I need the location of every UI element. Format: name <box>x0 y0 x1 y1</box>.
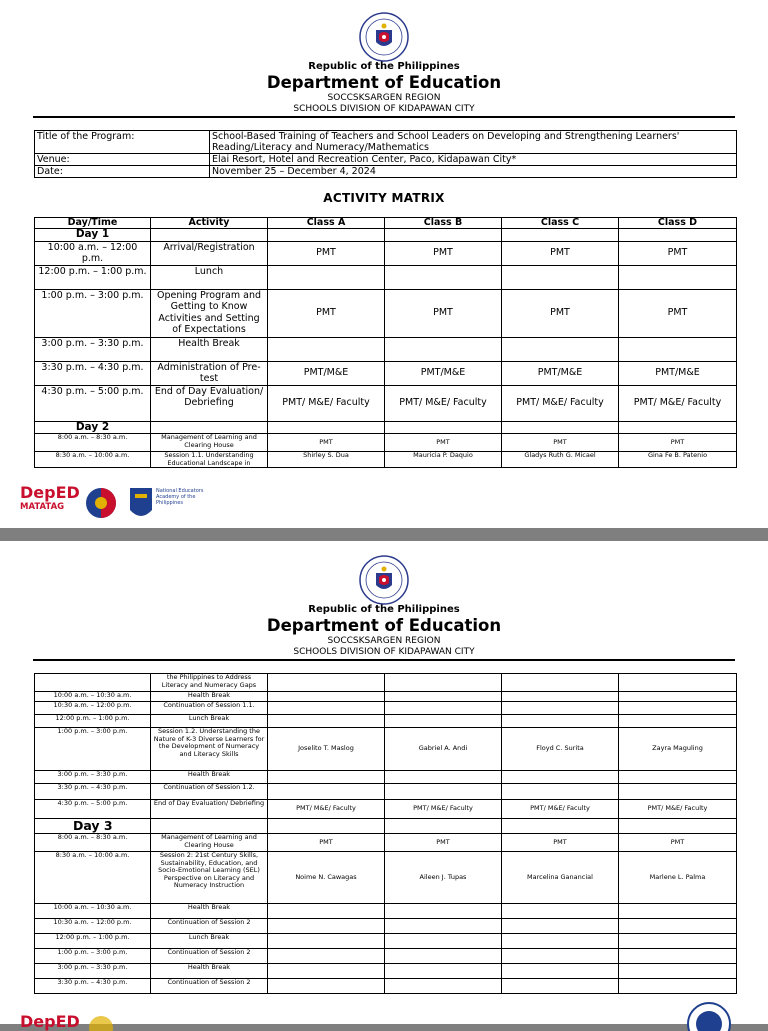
division-text: SCHOOLS DIVISION OF KIDAPAWAN CITY <box>293 104 475 114</box>
class-c-cell: PMT <box>502 834 619 852</box>
time-cell: 12:00 p.m. – 1:00 p.m. <box>35 715 151 728</box>
table-row <box>35 241 737 265</box>
activity-cell: Continuation of Session 1.2. <box>151 784 268 800</box>
class-a-cell: PMT/ M&E/ Faculty <box>268 800 385 819</box>
day-row <box>35 229 737 242</box>
table-row <box>35 674 737 692</box>
activity-cell: the Philippines to Address Literacy and Numeracy Gaps <box>151 674 268 692</box>
class-d-cell: PMT <box>619 241 737 265</box>
department-title: Department of Education <box>266 616 502 635</box>
table-row <box>35 800 737 819</box>
class-a-cell: PMT <box>268 434 385 452</box>
document-page-2 <box>0 541 768 1031</box>
class-b-cell: Gabriel A. Andi <box>385 728 502 771</box>
time-cell: 1:00 p.m. – 3:00 p.m. <box>35 949 151 964</box>
class-b-cell: PMT <box>385 289 502 337</box>
venue-row <box>35 154 737 166</box>
activity-cell: Lunch <box>151 265 268 289</box>
class-c-cell: Marcelina Ganancial <box>502 852 619 904</box>
col-header-class-b: Class B <box>385 218 502 229</box>
time-cell: 10:30 a.m. – 12:00 p.m. <box>35 702 151 715</box>
class-c-cell: PMT/ M&E/ Faculty <box>502 385 619 421</box>
time-cell: 10:00 a.m. – 12:00 p.m. <box>35 241 151 265</box>
activity-cell: Health Break <box>151 692 268 702</box>
class-a-cell: PMT/M&E <box>268 361 385 385</box>
deped-seal-icon <box>359 555 409 605</box>
table-row <box>35 702 737 715</box>
activity-matrix-table-page-2 <box>34 673 737 994</box>
activity-cell: Continuation of Session 2 <box>151 949 268 964</box>
activity-cell: Lunch Break <box>151 715 268 728</box>
time-cell: 1:00 p.m. – 3:00 p.m. <box>35 728 151 771</box>
time-cell: 4:30 p.m. – 5:00 p.m. <box>35 385 151 421</box>
activity-cell: Arrival/Registration <box>151 241 268 265</box>
program-title-label: Title of the Program: <box>35 131 210 154</box>
class-d-cell: Marlene L. Palma <box>619 852 737 904</box>
day-3-label: Day 3 <box>35 819 151 834</box>
class-c-cell: PMT <box>502 241 619 265</box>
class-b-cell: Mauricia P. Daquio <box>385 452 502 468</box>
class-b-cell: PMT/ M&E/ Faculty <box>385 800 502 819</box>
table-row <box>35 715 737 728</box>
table-row <box>35 834 737 852</box>
col-header-activity: Activity <box>151 218 268 229</box>
table-row <box>35 979 737 994</box>
deped-logo-text: DepED <box>20 483 80 502</box>
col-header-class-a: Class A <box>268 218 385 229</box>
republic-text: Republic of the Philippines <box>308 61 460 72</box>
activity-cell: Management of Learning and Clearing House <box>151 834 268 852</box>
activity-cell: End of Day Evaluation/ Debriefing <box>151 800 268 819</box>
time-cell: 3:00 p.m. – 3:30 p.m. <box>35 337 151 361</box>
activity-cell: Session 2: 21st Century Skills, Sustainability, Education, and Socio-Emotional Learning (SEL) Perspective on Literacy and Numeracy Instruction <box>151 852 268 904</box>
deped-logo-text: DepED <box>20 1012 80 1031</box>
class-c-cell <box>502 265 619 289</box>
table-row <box>35 337 737 361</box>
activity-matrix-title: ACTIVITY MATRIX <box>323 191 445 205</box>
table-row <box>35 452 737 468</box>
deped-seal-icon <box>359 12 409 62</box>
class-b-cell: PMT <box>385 434 502 452</box>
col-header-class-c: Class C <box>502 218 619 229</box>
time-cell: 10:00 a.m. – 10:30 a.m. <box>35 904 151 919</box>
activity-cell: Continuation of Session 1.1. <box>151 702 268 715</box>
activity-cell: End of Day Evaluation/ Debriefing <box>151 385 268 421</box>
date-label: Date: <box>35 166 210 178</box>
table-row <box>35 771 737 784</box>
class-d-cell: Zayra Maguling <box>619 728 737 771</box>
activity-cell: Lunch Break <box>151 934 268 949</box>
activity-cell: Administration of Pre-test <box>151 361 268 385</box>
activity-cell: Health Break <box>151 904 268 919</box>
class-b-cell: PMT/M&E <box>385 361 502 385</box>
activity-cell: Health Break <box>151 964 268 979</box>
activity-cell: Health Break <box>151 771 268 784</box>
neap-logo-text: National Educators Academy of the Philippines <box>156 488 204 506</box>
time-cell: 8:30 a.m. – 10:00 a.m. <box>35 452 151 468</box>
day-1-label: Day 1 <box>35 229 151 242</box>
time-cell: 12:00 p.m. – 1:00 p.m. <box>35 934 151 949</box>
activity-cell: Health Break <box>151 337 268 361</box>
class-b-cell: PMT <box>385 834 502 852</box>
republic-text: Republic of the Philippines <box>308 604 460 615</box>
class-b-cell: Aileen J. Tupas <box>385 852 502 904</box>
letterhead-divider <box>33 116 735 118</box>
class-a-cell <box>268 337 385 361</box>
table-row <box>35 934 737 949</box>
time-cell: 4:30 p.m. – 5:00 p.m. <box>35 800 151 819</box>
class-a-cell: PMT <box>268 289 385 337</box>
table-row <box>35 784 737 800</box>
activity-cell: Continuation of Session 2 <box>151 919 268 934</box>
time-cell: 10:30 a.m. – 12:00 p.m. <box>35 919 151 934</box>
table-row <box>35 964 737 979</box>
time-cell: 3:30 p.m. – 4:30 p.m. <box>35 784 151 800</box>
class-c-cell <box>502 337 619 361</box>
matatag-logo-text: MATATAG <box>20 502 65 512</box>
day-2-label: Day 2 <box>35 421 151 434</box>
class-c-cell: PMT/M&E <box>502 361 619 385</box>
date-value: November 25 – December 4, 2024 <box>210 166 737 178</box>
class-a-cell: Shirley S. Dua <box>268 452 385 468</box>
table-row <box>35 904 737 919</box>
program-title-value: School-Based Training of Teachers and School Leaders on Developing and Strengthening Learners' Reading/Literacy and Numeracy/Mathematics <box>210 131 737 154</box>
time-cell: 10:00 a.m. – 10:30 a.m. <box>35 692 151 702</box>
venue-value: Elai Resort, Hotel and Recreation Center, Paco, Kidapawan City* <box>210 154 737 166</box>
class-a-cell: Noime N. Cawagas <box>268 852 385 904</box>
table-row <box>35 949 737 964</box>
class-c-cell: PMT/ M&E/ Faculty <box>502 800 619 819</box>
class-d-cell <box>619 265 737 289</box>
day-row <box>35 421 737 434</box>
class-d-cell: Gina Fe B. Patenio <box>619 452 737 468</box>
table-row <box>35 289 737 337</box>
class-a-cell: PMT <box>268 834 385 852</box>
activity-cell: Management of Learning and Clearing House <box>151 434 268 452</box>
deped-matatag-logo <box>20 483 80 526</box>
class-b-cell: PMT/ M&E/ Faculty <box>385 385 502 421</box>
class-d-cell: PMT/ M&E/ Faculty <box>619 800 737 819</box>
class-a-cell <box>268 265 385 289</box>
table-row <box>35 852 737 904</box>
activity-cell: Session 1.1. Understanding Educational Landscape in <box>151 452 268 468</box>
class-b-cell: PMT <box>385 241 502 265</box>
table-row <box>35 728 737 771</box>
class-d-cell: PMT <box>619 434 737 452</box>
time-cell: 12:00 p.m. – 1:00 p.m. <box>35 265 151 289</box>
venue-label: Venue: <box>35 154 210 166</box>
bagong-pilipinas-logo-icon <box>80 484 122 526</box>
class-d-cell: PMT <box>619 289 737 337</box>
class-c-cell: PMT <box>502 289 619 337</box>
time-cell: 8:00 a.m. – 8:30 a.m. <box>35 434 151 452</box>
time-cell: 3:30 p.m. – 4:30 p.m. <box>35 979 151 994</box>
activity-matrix-table-page-1 <box>34 217 737 468</box>
time-cell: 3:00 p.m. – 3:30 p.m. <box>35 964 151 979</box>
class-d-cell <box>619 337 737 361</box>
table-row <box>35 692 737 702</box>
table-row <box>35 434 737 452</box>
class-c-cell: Gladys Ruth G. Micael <box>502 452 619 468</box>
certification-badge-icon <box>686 1001 732 1024</box>
table-row <box>35 265 737 289</box>
class-d-cell: PMT/ M&E/ Faculty <box>619 385 737 421</box>
class-d-cell: PMT <box>619 834 737 852</box>
bagong-pilipinas-logo-icon <box>80 1013 122 1024</box>
class-b-cell <box>385 265 502 289</box>
letterhead-divider <box>33 659 735 661</box>
table-row <box>35 919 737 934</box>
class-a-cell: PMT/ M&E/ Faculty <box>268 385 385 421</box>
letterhead <box>0 61 768 115</box>
deped-matatag-logo <box>20 1012 80 1031</box>
division-text: SCHOOLS DIVISION OF KIDAPAWAN CITY <box>293 647 475 657</box>
date-row <box>35 166 737 178</box>
col-header-daytime: Day/Time <box>35 218 151 229</box>
region-text: SOCCSKSARGEN REGION <box>327 93 441 103</box>
activity-cell: Continuation of Session 2 <box>151 979 268 994</box>
time-cell <box>35 674 151 692</box>
time-cell: 8:30 a.m. – 10:00 a.m. <box>35 852 151 904</box>
day-row <box>35 819 737 834</box>
time-cell: 1:00 p.m. – 3:00 p.m. <box>35 289 151 337</box>
col-header-class-d: Class D <box>619 218 737 229</box>
class-c-cell: Floyd C. Surita <box>502 728 619 771</box>
neap-logo-icon <box>128 486 154 522</box>
time-cell: 8:00 a.m. – 8:30 a.m. <box>35 834 151 852</box>
class-a-cell: PMT <box>268 241 385 265</box>
table-row <box>35 361 737 385</box>
department-title: Department of Education <box>266 73 502 92</box>
letterhead <box>0 604 768 658</box>
class-a-cell: Joselito T. Maslog <box>268 728 385 771</box>
class-d-cell: PMT/M&E <box>619 361 737 385</box>
matrix-header-row <box>35 218 737 229</box>
program-title-row <box>35 131 737 154</box>
time-cell: 3:30 p.m. – 4:30 p.m. <box>35 361 151 385</box>
table-row <box>35 385 737 421</box>
class-c-cell: PMT <box>502 434 619 452</box>
program-info-table <box>34 130 737 178</box>
activity-cell: Session 1.2. Understanding the Nature of K-3 Diverse Learners for the Development of Numeracy and Literacy Skills <box>151 728 268 771</box>
class-b-cell <box>385 337 502 361</box>
region-text: SOCCSKSARGEN REGION <box>327 636 441 646</box>
time-cell: 3:00 p.m. – 3:30 p.m. <box>35 771 151 784</box>
activity-cell: Opening Program and Getting to Know Activities and Setting of Expectations <box>151 289 268 337</box>
